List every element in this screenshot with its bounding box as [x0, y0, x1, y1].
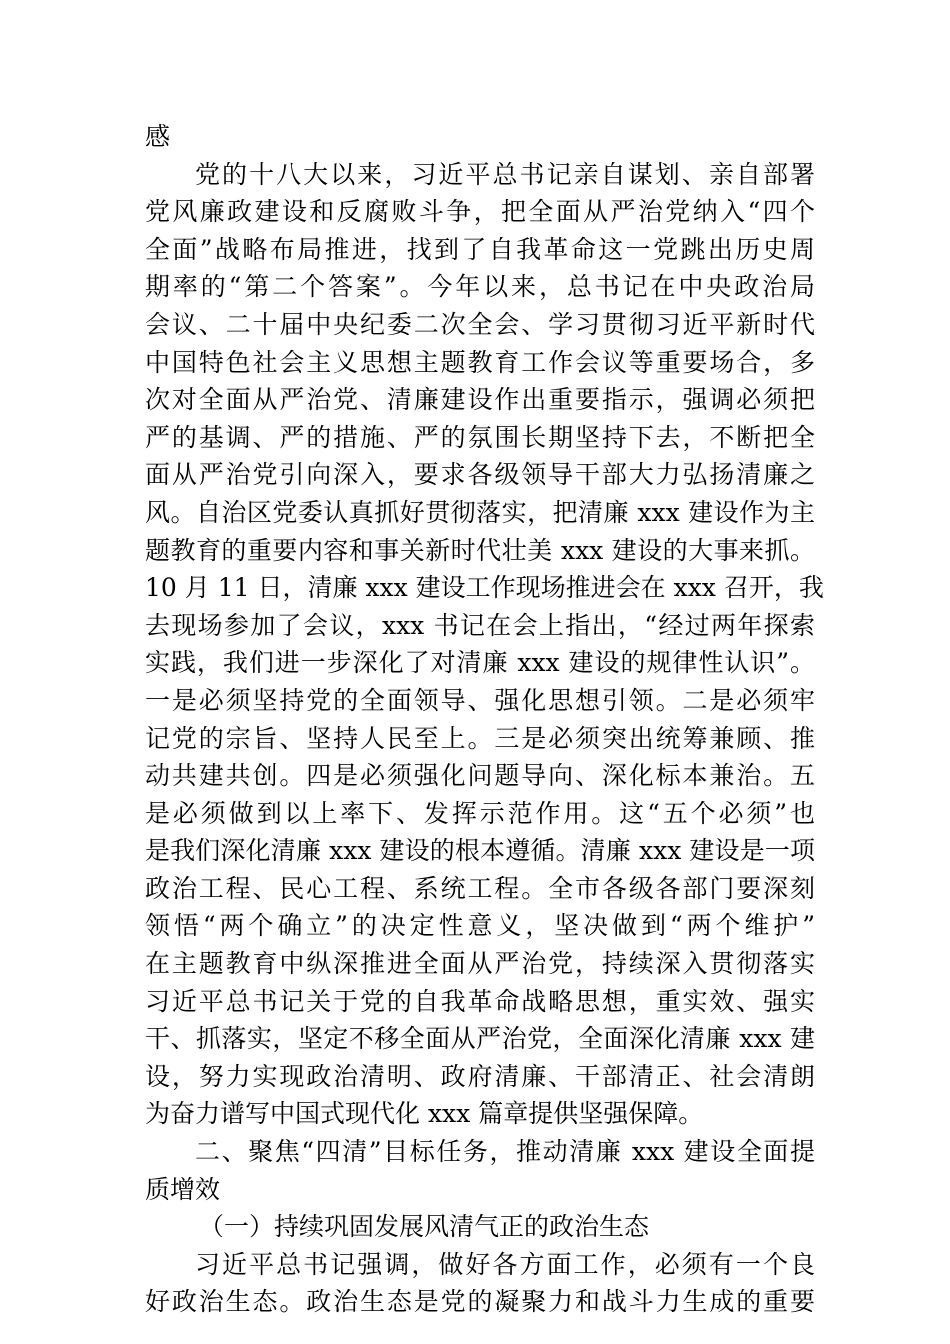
text-line: 习近平总书记关于党的自我革命战略思想，重实效、强实: [145, 986, 815, 1016]
text-line: 风。自治区党委认真抓好贯彻落实，把清廉 xxx 建设作为主: [145, 497, 815, 527]
text-line: 题教育的重要内容和事关新时代壮美 xxx 建设的大事来抓。: [145, 535, 815, 565]
text-line: 期率的“第二个答案”。今年以来，总书记在中央政治局: [145, 272, 815, 302]
text-line: 动共建共创。四是必须强化问题导向、深化标本兼治。五: [145, 761, 815, 791]
paragraph-first-line: 党的十八大以来，习近平总书记亲自谋划、亲自部署: [195, 159, 815, 189]
text-line: 政治工程、民心工程、系统工程。全市各级各部门要深刻: [145, 873, 815, 903]
document-body: [145, 118, 824, 1321]
text-line: 中国特色社会主义思想主题教育工作会议等重要场合，多: [145, 347, 815, 377]
text-line: 严的基调、严的措施、严的氛围长期坚持下去，不断把全: [145, 422, 815, 452]
text-line: 实践，我们进一步深化了对清廉 xxx 建设的规律性认识”。: [145, 648, 815, 678]
text-line: 10 月 11 日，清廉 xxx 建设工作现场推进会在 xxx 召开，我: [145, 573, 824, 603]
text-line: 会议、二十届中央纪委二次全会、学习贯彻习近平新时代: [145, 309, 815, 339]
text-line: 次对全面从严治党、清廉建设作出重要指示，强调必须把: [145, 385, 815, 415]
text-line: 在主题教育中纵深推进全面从严治党，持续深入贯彻落实: [145, 949, 815, 979]
text-line: 是必须做到以上率下、发挥示范作用。这“五个必须”也: [145, 798, 815, 828]
text-line: 是我们深化清廉 xxx 建设的根本遵循。清廉 xxx 建设是一项: [145, 836, 815, 866]
text-line: 为奋力谱写中国式现代化 xxx 篇章提供坚强保障。: [145, 1099, 704, 1129]
section-heading-continued: 质增效: [145, 1174, 221, 1204]
text-line: 感: [145, 122, 171, 151]
text-line: 设，努力实现政治清明、政府清廉、干部清正、社会清朗: [145, 1061, 815, 1091]
text-line: 面从严治党引向深入，要求各级领导干部大力弘扬清廉之: [145, 460, 815, 490]
section-heading: 二、聚焦“四清”目标任务，推动清廉 xxx 建设全面提: [195, 1137, 815, 1167]
text-line: 去现场参加了会议，xxx 书记在会上指出，“经过两年探索: [145, 610, 815, 640]
subsection-heading: （一）持续巩固发展风清气正的政治生态: [199, 1212, 650, 1242]
paragraph-first-line: 习近平总书记强调，做好各方面工作，必须有一个良: [195, 1249, 815, 1279]
text-line: 一是必须坚持党的全面领导、强化思想引领。二是必须牢: [145, 685, 815, 715]
text-line: 全面”战略布局推进，找到了自我革命这一党跳出历史周: [145, 234, 815, 264]
text-line: 记党的宗旨、坚持人民至上。三是必须突出统筹兼顾、推: [145, 723, 815, 753]
text-line: 领悟“两个确立”的决定性意义，坚决做到“两个维护”: [145, 911, 815, 941]
text-line: 干、抓落实，坚定不移全面从严治党，全面深化清廉 xxx 建: [145, 1024, 815, 1054]
text-line: 好政治生态。政治生态是党的凝聚力和战斗力生成的重要: [145, 1287, 815, 1317]
text-line: 党风廉政建设和反腐败斗争，把全面从严治党纳入“四个: [145, 197, 815, 227]
